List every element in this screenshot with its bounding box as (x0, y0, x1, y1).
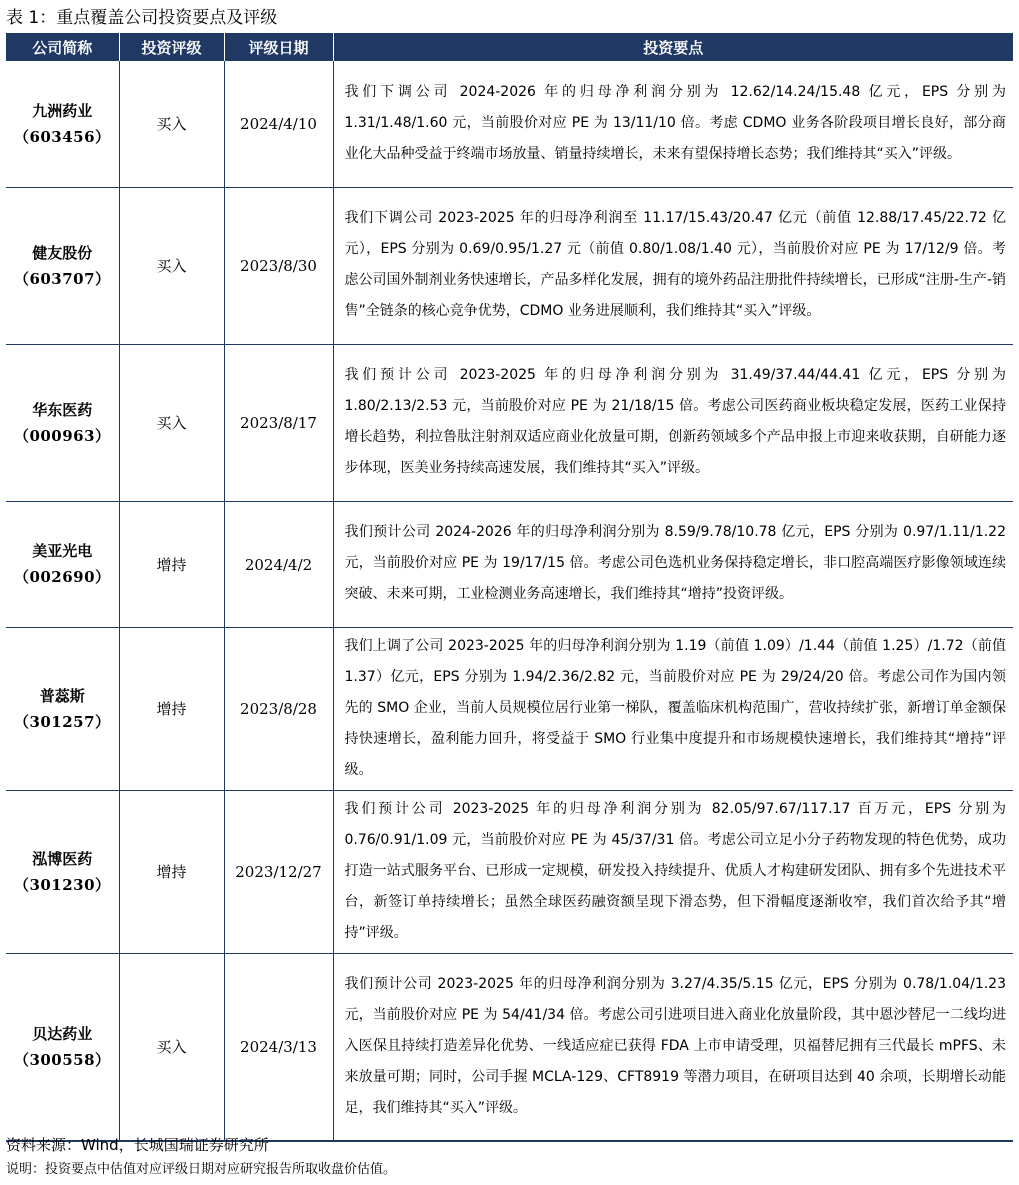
rating-cell (119, 61, 224, 187)
rating-date: 2023/8/30 (240, 257, 317, 275)
investment-points: 我们上调了公司 2023-2025 年的归母净利润分别为 1.19（前值 1.09）/1.44（前值 1.25）/1.72（前值 1.37）亿元，EPS 分别为 1.94/2.36/2.82 元，当前股价对应 PE 为 29/24/20 倍。考虑公司作为国内领先的 SMO 企业，当前人员规模位居行业第一梯队，覆盖临床机构范围广，营收持续扩张，新增订单金额保持快速增长，盈利能力回升，将受益于 SMO 行业集中度提升和市场规模快速增长，我们维持其“增持”评级。 (333, 627, 1013, 790)
company-name: 贝达药业 (32, 1024, 93, 1043)
rating-cell (119, 187, 224, 344)
company-name: 华东医药 (32, 400, 93, 419)
footnote: 说明：投资要点中估值对应评级日期对应研究报告所取收盘价估值。 (6, 1162, 397, 1177)
rating-value: 增持 (156, 700, 187, 718)
company-cell (6, 501, 119, 627)
rating-value: 买入 (156, 1038, 187, 1057)
company-code: （300558） (13, 1050, 111, 1069)
table-row (6, 953, 1013, 1141)
company-name: 美亚光电 (32, 542, 93, 560)
company-cell (6, 187, 119, 344)
rating-cell (119, 953, 224, 1141)
rating-value: 买入 (156, 257, 187, 275)
investment-points: 我们预计公司 2023-2025 年的归母净利润分别为 3.27/4.35/5.15 亿元，EPS 分别为 0.78/1.04/1.23 元，当前股价对应 PE 为 54/41/34 倍。考虑公司引进项目进入商业化放量阶段，其中恩沙替尼一二线均进入医保且持续打造差异化优势、一线适应症已获得 FDA 上市申请受理，贝福替尼拥有三代最长 mPFS、未来放量可期；同时，公司手握 MCLA-129、CFT8919 等潜力项目，在研项目达到 40 余项，长期增长动能足，我们维持其“买入”评级。 (333, 953, 1013, 1141)
rating-table (6, 33, 1013, 1142)
rating-cell (119, 627, 224, 790)
table-row (6, 627, 1013, 790)
company-code: （000963） (13, 426, 111, 445)
rating-date: 2024/3/13 (240, 1038, 317, 1057)
rating-cell (119, 501, 224, 627)
investment-points: 我们预计公司 2023-2025 年的归母净利润分别为 82.05/97.67/117.17 百万元，EPS 分别为 0.76/0.91/1.09 元，当前股价对应 PE 为 45/37/31 倍。考虑公司立足小分子药物发现的特色优势，成功打造一站式服务平台、已形成一定规模，研发投入持续提升、优质人才构建研发团队、拥有多个先进技术平台，新签订单持续增长；虽然全球医药融资额呈现下滑态势，但下滑幅度逐渐收窄，我们首次给予其“增持”评级。 (333, 790, 1013, 953)
rating-date: 2024/4/2 (244, 555, 313, 574)
rating-value: 买入 (156, 115, 187, 134)
header-company: 公司简称 (6, 33, 119, 61)
company-cell (6, 953, 119, 1141)
table-row (6, 790, 1013, 953)
company-name: 九洲药业 (32, 101, 93, 120)
data-source: 资料来源：Wind，长城国瑞证券研究所 (6, 1136, 269, 1154)
company-cell (6, 790, 119, 953)
rating-cell (119, 344, 224, 501)
date-cell (224, 627, 333, 790)
date-cell (224, 953, 333, 1141)
company-cell (6, 627, 119, 790)
rating-date: 2024/4/10 (240, 115, 317, 134)
company-cell (6, 61, 119, 187)
table-row (6, 344, 1013, 501)
investment-points: 我们预计公司 2023-2025 年的归母净利润分别为 31.49/37.44/44.41 亿元，EPS 分别为 1.80/2.13/2.53 元，当前股价对应 PE 为 21/18/15 倍。考虑公司医药商业板块稳定发展，医药工业保持增长趋势，利拉鲁肽注射剂双适应商业化放量可期，创新药领域多个产品申报上市迎来收获期，自研能力逐步体现，医美业务持续高速发展，我们维持其“买入”评级。 (333, 344, 1013, 501)
table-row (6, 187, 1013, 344)
table-header-row (6, 33, 1013, 61)
table-row (6, 61, 1013, 187)
header-date: 评级日期 (224, 33, 333, 61)
table-caption: 表 1：重点覆盖公司投资要点及评级 (6, 8, 278, 28)
company-code: （002690） (13, 568, 111, 586)
date-cell (224, 790, 333, 953)
date-cell (224, 61, 333, 187)
company-code: （603456） (13, 127, 111, 146)
date-cell (224, 344, 333, 501)
rating-value: 增持 (156, 555, 187, 574)
investment-points: 我们下调公司 2023-2025 年的归母净利润至 11.17/15.43/20.47 亿元（前值 12.88/17.45/22.72 亿元），EPS 分别为 0.69/0.95/1.27 元（前值 0.80/1.08/1.40 元），当前股价对应 PE 为 17/12/9 倍。考虑公司国外制剂业务快速增长，产品多样化发展，拥有的境外药品注册批件持续增长，已形成“注册-生产-销售”全链条的核心竞争优势，CDMO 业务进展顺利，我们维持其“买入”评级。 (333, 187, 1013, 344)
rating-date: 2023/12/27 (235, 863, 322, 881)
rating-value: 增持 (156, 863, 187, 881)
header-points: 投资要点 (333, 33, 1013, 61)
investment-points: 我们下调公司 2024-2026 年的归母净利润分别为 12.62/14.24/15.48 亿元，EPS 分别为 1.31/1.48/1.60 元，当前股价对应 PE 为 13/11/10 倍。考虑 CDMO 业务各阶段项目增长良好，部分商业化大品种受益于终端市场放量、销量持续增长，未来有望保持增长态势；我们维持其“买入”评级。 (333, 61, 1013, 187)
investment-points: 我们预计公司 2024-2026 年的归母净利润分别为 8.59/9.78/10.78 亿元，EPS 分别为 0.97/1.11/1.22 元，当前股价对应 PE 为 19/17/15 倍。考虑公司色选机业务保持稳定增长，非口腔高端医疗影像领域连续突破、未来可期，工业检测业务高速增长，我们维持其“增持”投资评级。 (333, 501, 1013, 627)
company-cell (6, 344, 119, 501)
rating-date: 2023/8/28 (240, 700, 317, 718)
rating-value: 买入 (156, 414, 187, 432)
company-code: （301230） (13, 875, 111, 894)
rating-date: 2023/8/17 (240, 414, 317, 432)
date-cell (224, 501, 333, 627)
company-code: （301257） (13, 712, 111, 731)
date-cell (224, 187, 333, 344)
table-row (6, 501, 1013, 627)
header-rating: 投资评级 (119, 33, 224, 61)
company-name: 普蕊斯 (39, 686, 85, 705)
company-name: 健友股份 (32, 243, 93, 262)
company-name: 泓博医药 (32, 849, 93, 868)
company-code: （603707） (13, 269, 111, 288)
rating-cell (119, 790, 224, 953)
